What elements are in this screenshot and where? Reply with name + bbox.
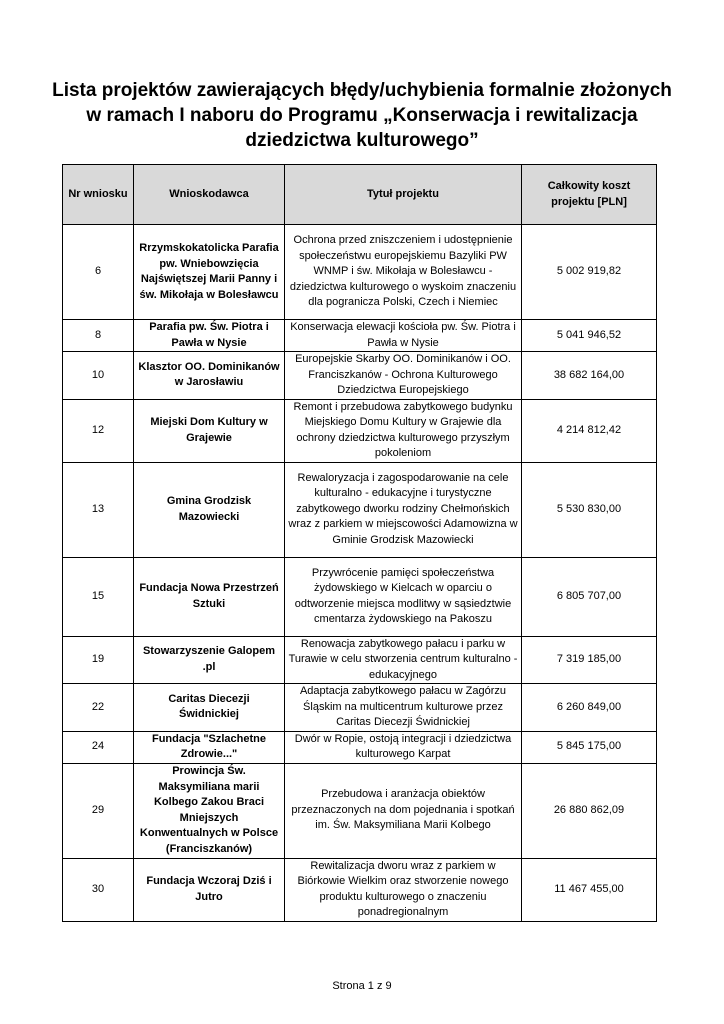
cell-title: Ochrona przed zniszczeniem i udostępnienie społeczeństwu europejskiemu Bazyliki PW WNMP i św. Mikołaja w Bolesławcu - dziedzictwa kulturowego o wyskoim znaczeniu dla pogranicza Polski, Czech i Niemiec xyxy=(285,225,522,320)
table-header-row xyxy=(63,165,657,225)
title-line: w ramach I naboru do Programu „Konserwacja i rewitalizacja xyxy=(86,105,638,126)
table-row xyxy=(63,636,657,684)
header-cost: Całkowity koszt projektu [PLN] xyxy=(522,165,657,225)
table-row xyxy=(63,763,657,858)
cell-nr: 15 xyxy=(63,557,134,636)
cell-applicant: Parafia pw. Św. Piotra i Pawła w Nysie xyxy=(134,320,285,352)
cell-title: Konserwacja elewacji kościoła pw. Św. Piotra i Pawła w Nysie xyxy=(285,320,522,352)
cell-title: Przebudowa i aranżacja obiektów przeznaczonych na dom pojednania i spotkań im. Św. Maksymiliana Marii Kolbego xyxy=(285,763,522,858)
cell-cost: 11 467 455,00 xyxy=(522,858,657,921)
table-row xyxy=(63,684,657,732)
title-line: Lista projektów zawierających błędy/uchybienia formalnie złożonych xyxy=(52,80,672,101)
cell-applicant: Klasztor OO. Dominikanów w Jarosławiu xyxy=(134,352,285,400)
table-row xyxy=(63,320,657,352)
cell-nr: 8 xyxy=(63,320,134,352)
cell-nr: 24 xyxy=(63,731,134,763)
cell-title: Renowacja zabytkowego pałacu i parku w Turawie w celu stworzenia centrum kulturalno - edukacyjnego xyxy=(285,636,522,684)
cell-applicant: Gmina Grodzisk Mazowiecki xyxy=(134,462,285,557)
table-row xyxy=(63,731,657,763)
cell-nr: 12 xyxy=(63,399,134,462)
table-row xyxy=(63,858,657,921)
cell-applicant: Prowincja Św. Maksymiliana marii Kolbego Zakou Braci Mniejszych Konwentualnych w Polsce (Franciszkanów) xyxy=(134,763,285,858)
projects-table xyxy=(62,164,657,922)
cell-cost: 5 530 830,00 xyxy=(522,462,657,557)
cell-nr: 19 xyxy=(63,636,134,684)
table-row xyxy=(63,462,657,557)
cell-title: Europejskie Skarby OO. Dominikanów i OO. Franciszkanów - Ochrona Kulturowego Dziedzictwa Europejskiego xyxy=(285,352,522,400)
cell-cost: 6 260 849,00 xyxy=(522,684,657,732)
table-row xyxy=(63,557,657,636)
cell-title: Rewaloryzacja i zagospodarowanie na cele kulturalno - edukacyjne i turystyczne zabytkowego dworku rodziny Chełmońskich wraz z parkiem w miejscowości Adamowizna w Gminie Grodzisk Mazowiecki xyxy=(285,462,522,557)
table-row xyxy=(63,352,657,400)
cell-cost: 26 880 862,09 xyxy=(522,763,657,858)
cell-title: Remont i przebudowa zabytkowego budynku Miejskiego Domu Kultury w Grajewie dla ochrony dziedzictwa kulturowego przyszłym pokoleniom xyxy=(285,399,522,462)
cell-applicant: Caritas Diecezji Świdnickiej xyxy=(134,684,285,732)
cell-applicant: Rrzymskokatolicka Parafia pw. Wniebowzięcia Najświętszej Marii Panny i św. Mikołaja w Bolesławcu xyxy=(134,225,285,320)
cell-cost: 6 805 707,00 xyxy=(522,557,657,636)
cell-cost: 4 214 812,42 xyxy=(522,399,657,462)
cell-cost: 5 002 919,82 xyxy=(522,225,657,320)
table-row xyxy=(63,225,657,320)
cell-nr: 29 xyxy=(63,763,134,858)
cell-applicant: Fundacja "Szlachetne Zdrowie..." xyxy=(134,731,285,763)
document-title xyxy=(40,78,684,153)
cell-title: Dwór w Ropie, ostoją integracji i dziedzictwa kulturowego Karpat xyxy=(285,731,522,763)
cell-applicant: Fundacja Nowa Przestrzeń Sztuki xyxy=(134,557,285,636)
header-applicant: Wnioskodawca xyxy=(134,165,285,225)
cell-cost: 5 041 946,52 xyxy=(522,320,657,352)
header-nr: Nr wniosku xyxy=(63,165,134,225)
cell-applicant: Fundacja Wczoraj Dziś i Jutro xyxy=(134,858,285,921)
title-line: dziedzictwa kulturowego” xyxy=(245,130,479,151)
cell-title: Przywrócenie pamięci społeczeństwa żydowskiego w Kielcach w oparciu o odtworzenie miejsca modlitwy w sąsiedztwie cmentarza żydowskiego na Pakoszu xyxy=(285,557,522,636)
cell-cost: 7 319 185,00 xyxy=(522,636,657,684)
cell-nr: 10 xyxy=(63,352,134,400)
header-title: Tytuł projektu xyxy=(285,165,522,225)
cell-nr: 6 xyxy=(63,225,134,320)
cell-nr: 13 xyxy=(63,462,134,557)
cell-cost: 38 682 164,00 xyxy=(522,352,657,400)
cell-applicant: Miejski Dom Kultury w Grajewie xyxy=(134,399,285,462)
cell-cost: 5 845 175,00 xyxy=(522,731,657,763)
table-row xyxy=(63,399,657,462)
cell-applicant: Stowarzyszenie Galopem .pl xyxy=(134,636,285,684)
cell-title: Adaptacja zabytkowego pałacu w Zagórzu Śląskim na multicentrum kulturowe przez Caritas Diecezji Świdnickiej xyxy=(285,684,522,732)
cell-nr: 30 xyxy=(63,858,134,921)
page-number: Strona 1 z 9 xyxy=(332,980,392,992)
cell-nr: 22 xyxy=(63,684,134,732)
cell-title: Rewitalizacja dworu wraz z parkiem w Biórkowie Wielkim oraz stworzenie nowego produktu kulturowego o znaczeniu ponadregionalnym xyxy=(285,858,522,921)
